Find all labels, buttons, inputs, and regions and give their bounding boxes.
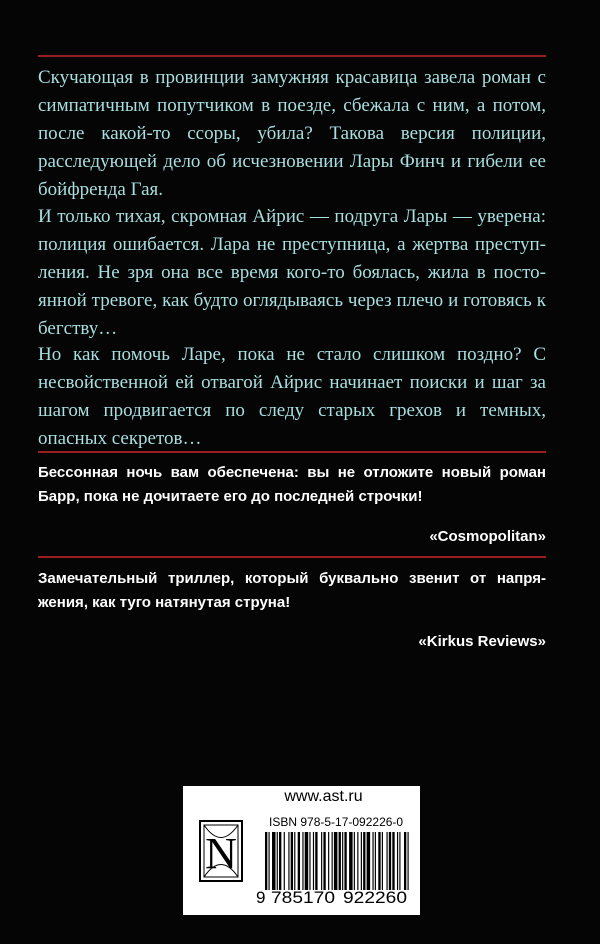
publisher-url: www.ast.ru	[284, 788, 363, 805]
review-quote-1: Бессонная ночь вам обеспечена: вы не отложите новый роман Барр, пока не дочитаете его до последней строчки!	[38, 464, 546, 505]
barcode-bar	[294, 832, 295, 890]
review-source-1: «Cosmopolitan»	[429, 528, 546, 545]
barcode-bar	[408, 832, 409, 890]
barcode-bar	[339, 832, 341, 890]
barcode-bar	[284, 832, 285, 890]
barcode-bar	[361, 832, 362, 890]
barcode-bar	[344, 832, 346, 890]
barcode-bar	[332, 832, 333, 890]
barcode-digit-group-1: 785170	[271, 888, 335, 907]
top-rule	[38, 55, 546, 57]
barcode-bar	[386, 832, 387, 890]
barcode-bar	[328, 832, 329, 890]
barcode-bar	[354, 832, 355, 890]
barcode-bar	[372, 832, 373, 890]
publisher-logo	[199, 820, 243, 882]
barcode-digits	[251, 885, 416, 907]
barcode-bar	[288, 832, 289, 890]
barcode-bar	[323, 832, 325, 890]
barcode-digit-group-2: 922260	[343, 888, 407, 907]
barcode-bar	[321, 832, 322, 890]
barcode-bar	[305, 832, 309, 890]
barcode-bar	[277, 832, 278, 890]
review-quote-2: Замечательный триллер, который буквально звенит от напряжения, как туго натянутая струна!	[38, 570, 546, 611]
barcode-bar	[392, 832, 394, 890]
review-rule-1	[38, 451, 546, 453]
barcode-bar	[309, 832, 310, 890]
description-paragraph-3: Но как помочь Ларе, пока не стало слишком поздно? С несвойственной ей отвагой Айрис начинает поиски и шаг за шагом продвигается по следу старых грехов и темных, опасных секретов…	[38, 344, 546, 449]
barcode-bar	[357, 832, 358, 890]
barcode-bars	[265, 832, 411, 890]
barcode-bar	[375, 832, 376, 890]
barcode-bar	[298, 832, 300, 890]
barcode-bar	[399, 832, 400, 890]
barcode-bar	[367, 832, 371, 890]
barcode-bar	[302, 832, 303, 890]
logo-letter: N	[205, 829, 237, 878]
review-rule-2	[38, 556, 546, 558]
barcode-bar	[382, 832, 383, 890]
barcode-bar	[315, 832, 317, 890]
barcode-bar	[313, 832, 314, 890]
barcode-bar	[279, 832, 281, 890]
description-paragraph-2: И только тихая, скромная Айрис — подруга Лары — уверена: полиция ошибается. Лара не преступница, а жертва преступления. Не зря она все время кого-то боялась, жила в постоянной тревоге, как будто оглядываясь через плечо и готовясь к бегству…	[38, 206, 546, 339]
barcode-bar	[363, 832, 365, 890]
isbn-number: ISBN 978-5-17-092226-0	[269, 815, 404, 829]
barcode-digit-first: 9	[256, 888, 266, 907]
barcode-bar	[269, 832, 270, 890]
barcode-panel	[183, 786, 420, 915]
review-source-2: «Kirkus Reviews»	[418, 633, 546, 650]
barcode-bar	[404, 832, 406, 890]
barcode-bar	[342, 832, 343, 890]
barcode-bar	[265, 832, 267, 890]
barcode-bar	[349, 832, 353, 890]
barcode-bar	[334, 832, 338, 890]
barcode-bar	[291, 832, 293, 890]
description-paragraph-1: Скучающая в провинции замужняя красавица завела роман с симпатичным попутчиком в поезде, сбежала с ним, а потом, после какой-то ссоры, убила? Такова версия полиции, расследующей дело об исчезновении Лары Финч и гибели ее бойфренда Гая.	[38, 67, 546, 200]
barcode-bar	[397, 832, 398, 890]
barcode-bar	[272, 832, 276, 890]
barcode-bar	[389, 832, 391, 890]
barcode-bar	[378, 832, 380, 890]
